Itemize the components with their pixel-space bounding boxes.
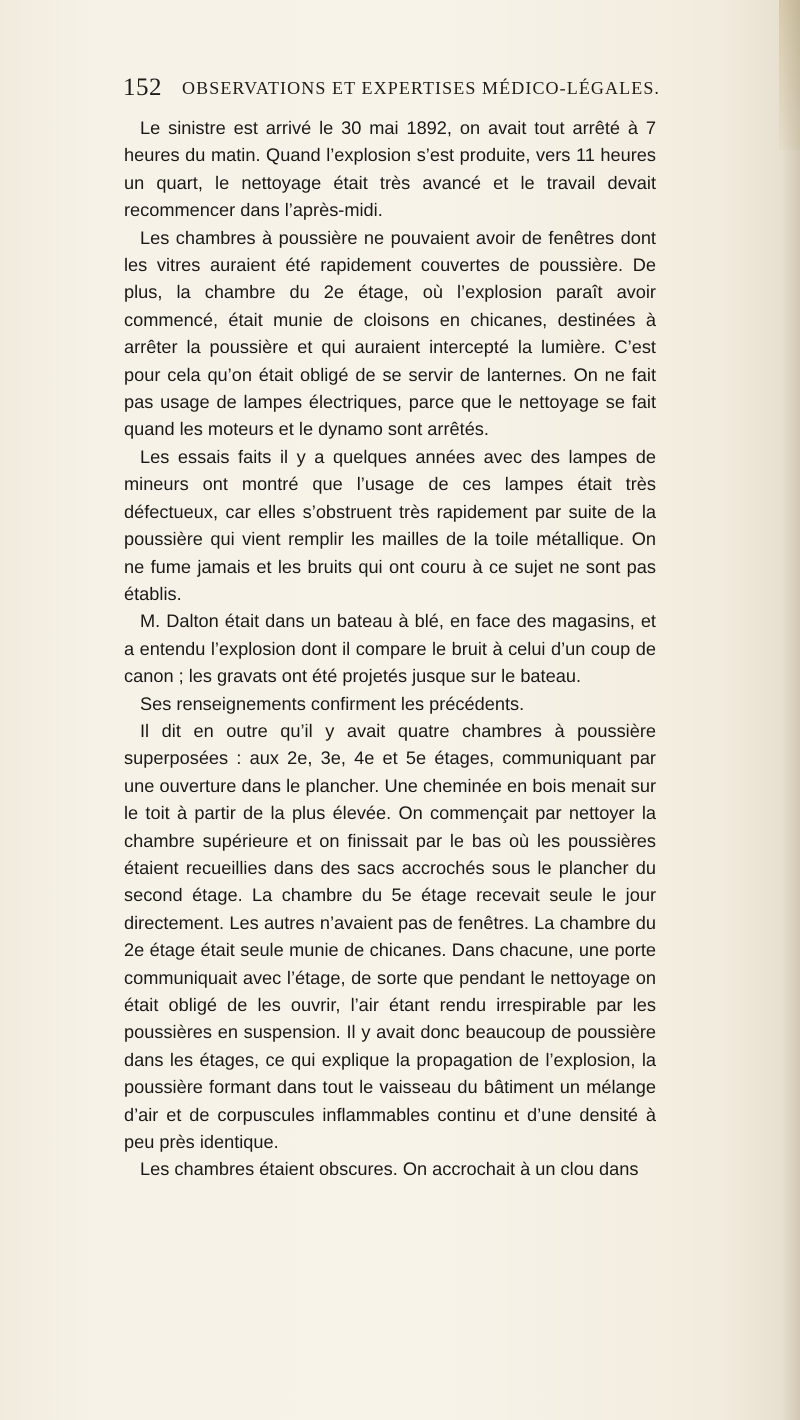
paragraph-1: Le sinistre est arrivé le 30 mai 1892, on avait tout arrêté à 7 heures du matin. Quand l’explosion s’est produite, vers 11 heures un quart, le nettoyage était très avancé et le travail devait recommencer dans l’après-midi. (124, 118, 656, 221)
body-text (124, 115, 656, 1184)
paragraph-3: Les essais faits il y a quelques années avec des lampes de mineurs ont montré que l’usage de ces lampes était très défectueux, car elles s’obstruent très rapidement par suite de la poussière qui vient remplir les mailles de la toile métallique. On ne fume jamais et les bruits qui ont couru à ce sujet ne sont pas établis. (124, 446, 656, 604)
page-number: 152 (123, 74, 162, 101)
paragraph-2: Les chambres à poussière ne pouvaient avoir de fenêtres dont les vitres auraient été rapidement couvertes de poussière. De plus, la chambre du 2e étage, où l’explosion paraît avoir commencé, était munie de cloisons en chicanes, destinées à arrêter la poussière et qui auraient intercepté la lumière. C’est pour cela qu’on était obligé de se servir de lanternes. On ne fait pas usage de lampes électriques, parce que le nettoyage se fait quand les moteurs et le dynamo sont arrêtés. (124, 227, 656, 440)
paragraph-4: M. Dalton était dans un bateau à blé, en face des magasins, et a entendu l’explosion dont il compare le bruit à celui d’un coup de canon ; les gravats ont été projetés jusque sur le bateau. (124, 611, 656, 687)
page-header (0, 74, 800, 108)
paragraph-6: Il dit en outre qu’il y avait quatre chambres à poussière superposées : aux 2e, 3e, 4e et 5e étages, communiquant par une ouverture dans le plancher. Une cheminée en bois menait sur le toit à partir de la plus élevée. On commençait par nettoyer la chambre supérieure et on finissait par le bas où les poussières étaient recueillies dans des sacs accrochés sous le plancher du second étage. La chambre du 5e étage recevait seule le jour directement. Les autres n’avaient pas de fenêtres. La chambre du 2e étage était seule munie de chicanes. Dans chacune, une porte communiquait avec l’étage, de sorte que pendant le nettoyage on était obligé de les ouvrir, l’air étant rendu irrespirable par les poussières en suspension. Il y avait donc beaucoup de poussière dans les étages, ce qui explique la propagation de l’explosion, la poussière formant dans tout le vaisseau du bâtiment un mélange d’air et de corpuscules inflammables continu et d’une densité à peu près identique. (124, 720, 656, 1153)
paragraph-7: Les chambres étaient obscures. On accrochait à un clou dans (140, 1159, 639, 1180)
running-head: OBSERVATIONS ET EXPERTISES MÉDICO-LÉGALES. (182, 78, 661, 98)
paragraph-5: Ses renseignements confirment les précédents. (140, 693, 525, 714)
page-edge-shadow (782, 0, 800, 1420)
